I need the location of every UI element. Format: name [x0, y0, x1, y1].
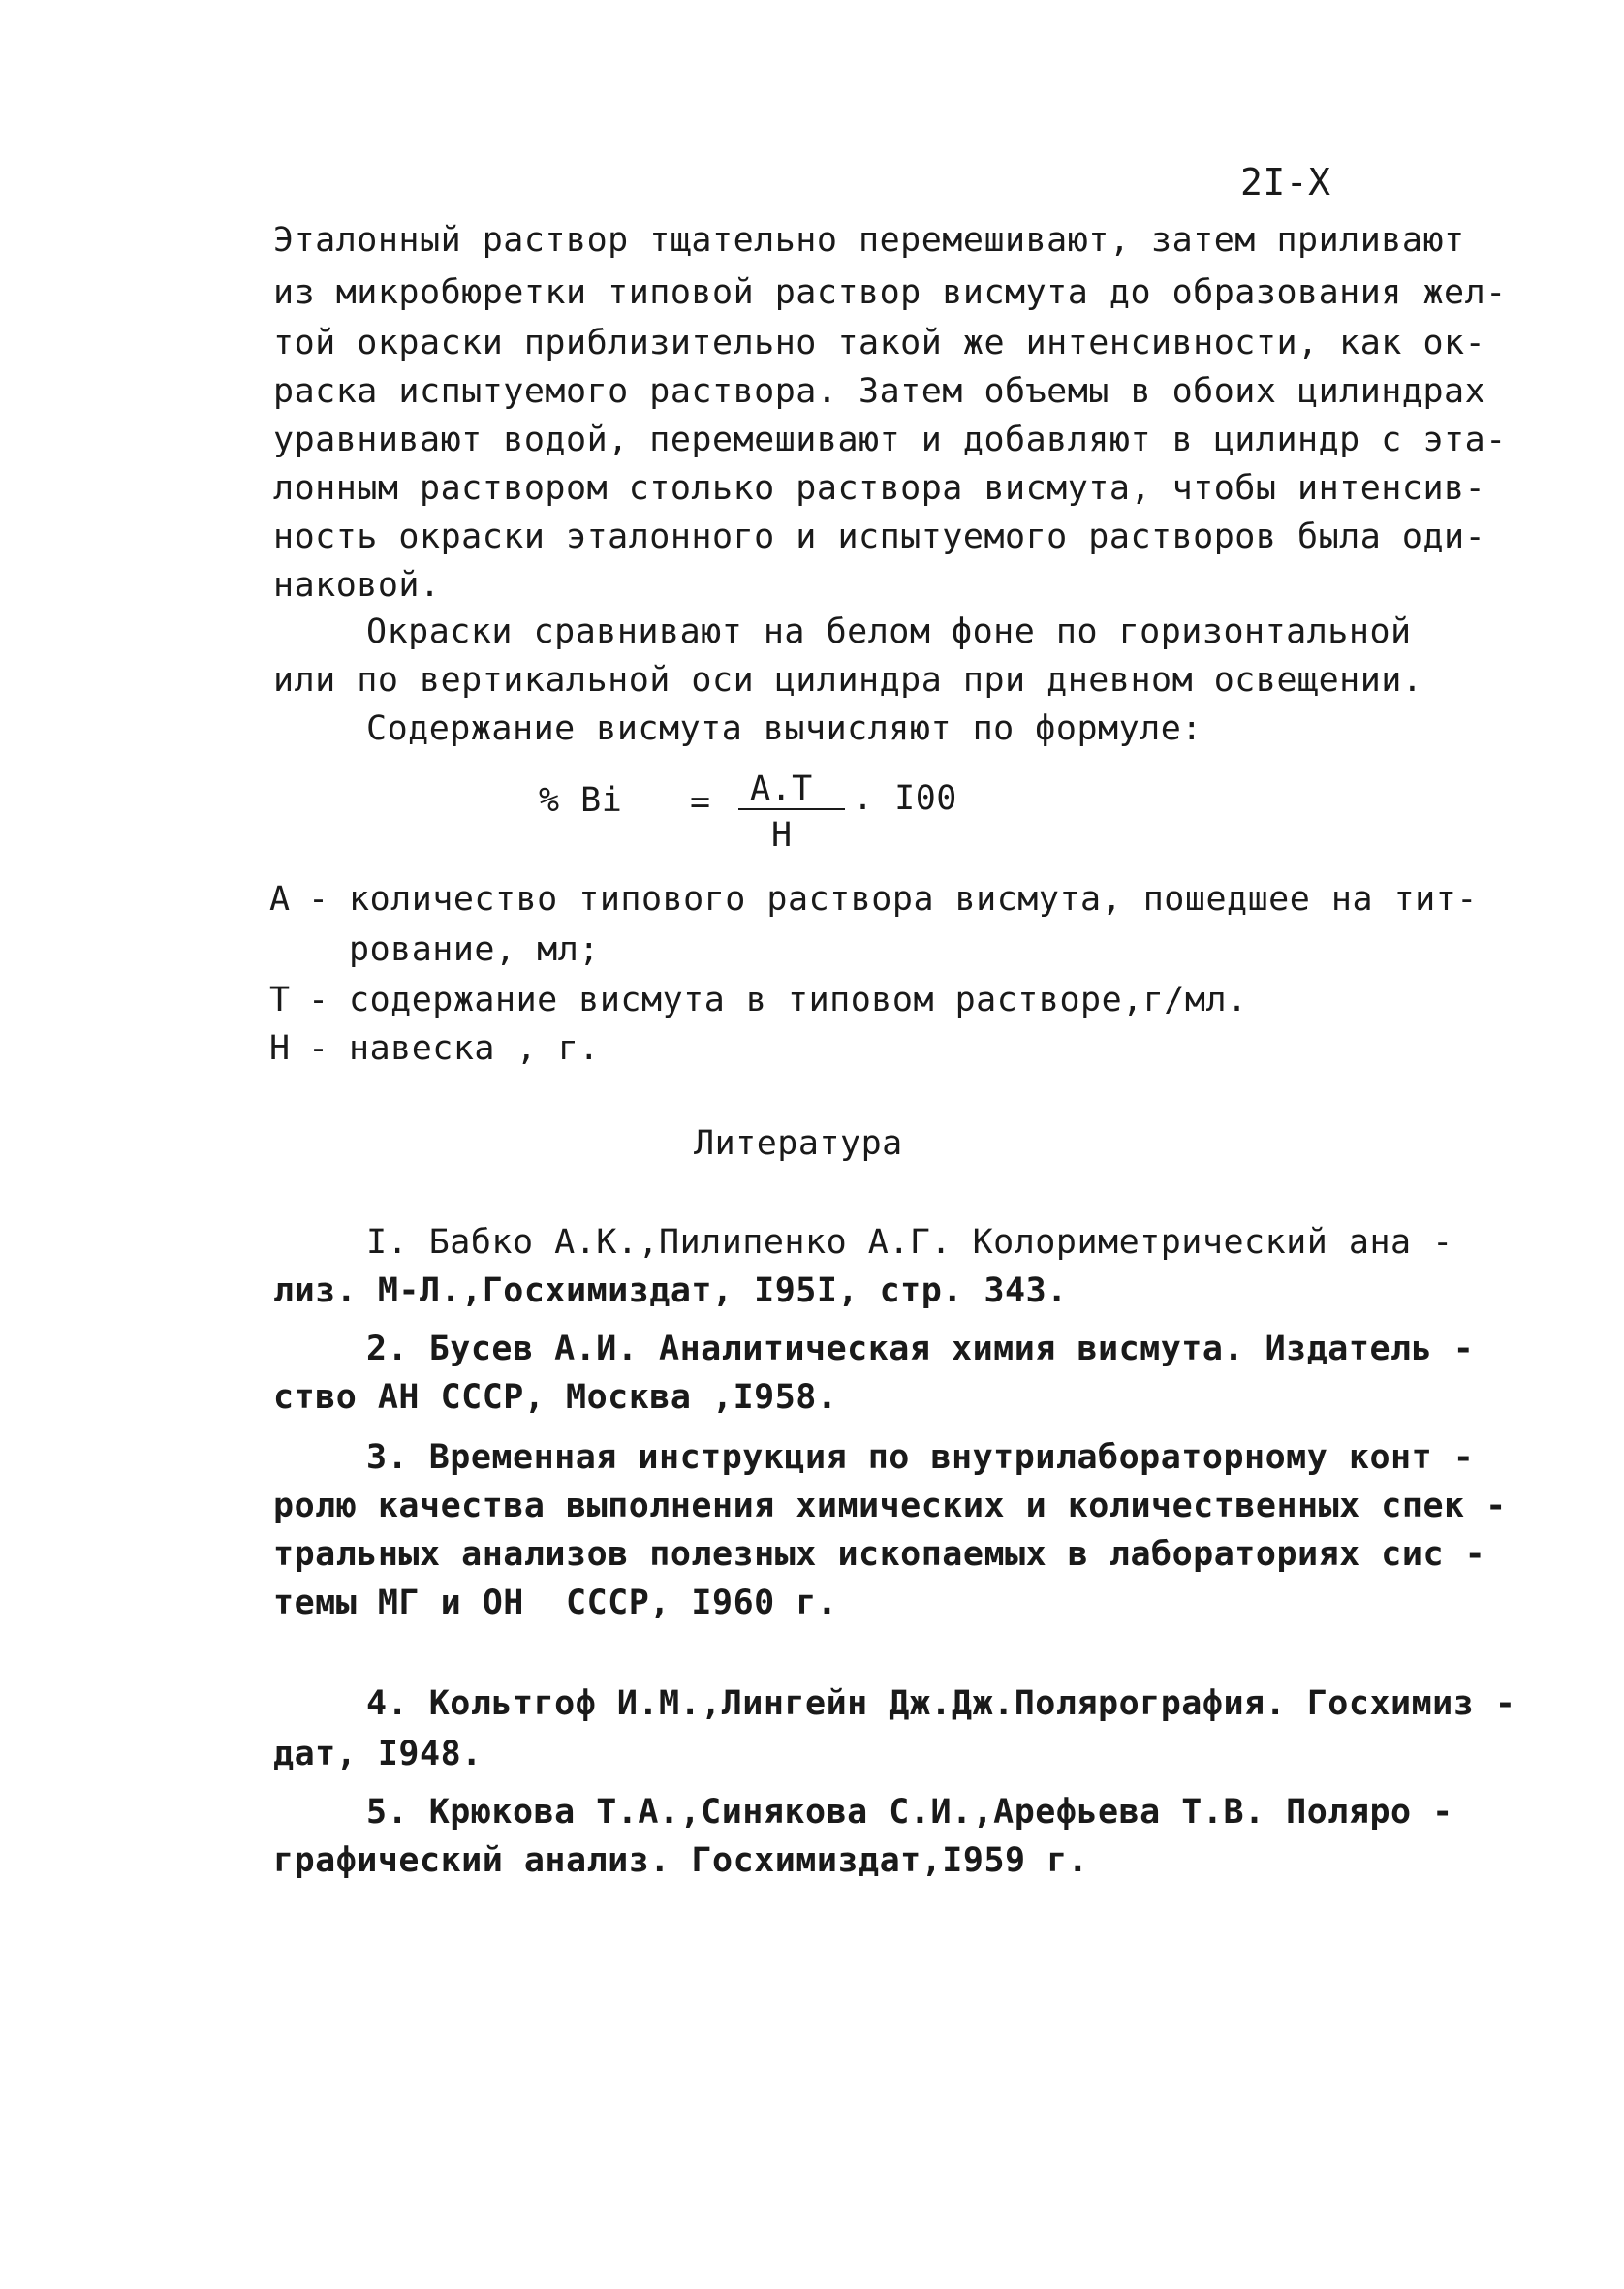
paragraph-1-line: из микробюретки типовой раствор висмута до образования жел-: [273, 273, 1507, 312]
paragraph-2-line: или по вертикальной оси цилиндра при дневном освещении.: [273, 661, 1423, 700]
definition-symbol: Т: [269, 981, 291, 1019]
paragraph-1-line: раска испытуемого раствора. Затем объемы в обоих цилиндрах: [273, 372, 1486, 411]
reference-line: ство АН СССР, Москва ,I958.: [273, 1378, 838, 1417]
paragraph-1-line: Эталонный раствор тщательно перемешивают, затем приливают: [273, 221, 1465, 260]
formula-equals: =: [690, 783, 711, 822]
paragraph-1-line: наковой.: [273, 566, 441, 605]
paragraph-2-line: Окраски сравнивают на белом фоне по горизонтальной: [366, 612, 1412, 651]
reference-line: ролю качества выполнения химических и количественных спек -: [273, 1487, 1507, 1525]
definition-text-line: содержание висмута в типовом растворе,г/мл.: [349, 981, 1248, 1019]
definition-dash: -: [308, 880, 329, 919]
formula-multiplier: . I00: [853, 779, 957, 818]
paragraph-1-line: ность окраски эталонного и испытуемого растворов была оди-: [273, 517, 1486, 556]
reference-line: тральных анализов полезных ископаемых в лабораториях сис -: [273, 1535, 1486, 1574]
paragraph-1-line: лонным раствором столько раствора висмута, чтобы интенсив-: [273, 469, 1486, 508]
definition-dash: -: [308, 1029, 329, 1068]
definition-dash: -: [308, 981, 329, 1019]
page-number: 2I-X: [1240, 161, 1331, 204]
formula-numerator: А.Т: [750, 769, 813, 808]
definition-text-line: навеска , г.: [349, 1029, 600, 1068]
definition-symbol: Н: [269, 1029, 291, 1068]
definition-text-line: рование, мл;: [349, 930, 600, 969]
paragraph-1-line: той окраски приблизительно такой же интенсивности, как ок-: [273, 324, 1486, 362]
definition-text-line: количество типового раствора висмута, пошедшее на тит-: [349, 880, 1478, 919]
reference-line: 4. Кольтгоф И.М.,Лингейн Дж.Дж.Полярография. Госхимиз -: [366, 1684, 1516, 1723]
reference-line: графический анализ. Госхимиздат,I959 г.: [273, 1841, 1089, 1880]
reference-line: 3. Временная инструкция по внутрилабораторному конт -: [366, 1438, 1475, 1477]
paragraph-1-line: уравнивают водой, перемешивают и добавляют в цилиндр с эта-: [273, 421, 1507, 459]
reference-line: темы МГ и ОН СССР, I960 г.: [273, 1583, 838, 1622]
reference-line: 5. Крюкова Т.А.,Синякова С.И.,Арефьева Т.В. Поляро -: [366, 1793, 1453, 1832]
fraction-bar: [738, 808, 845, 810]
formula-lhs: % Bi: [539, 781, 623, 820]
reference-line: 2. Бусев А.И. Аналитическая химия висмута. Издатель -: [366, 1330, 1475, 1368]
definition-symbol: А: [269, 880, 291, 919]
references-heading: Литература: [694, 1124, 903, 1163]
reference-line: лиз. М-Л.,Госхимиздат, I95I, стр. 343.: [273, 1271, 1068, 1310]
formula-intro: Содержание висмута вычисляют по формуле:: [366, 709, 1202, 748]
reference-line: дат, I948.: [273, 1735, 483, 1773]
formula-denominator: Н: [771, 816, 793, 855]
reference-line: I. Бабко А.К.,Пилипенко А.Г. Колориметрический ана -: [366, 1223, 1453, 1262]
